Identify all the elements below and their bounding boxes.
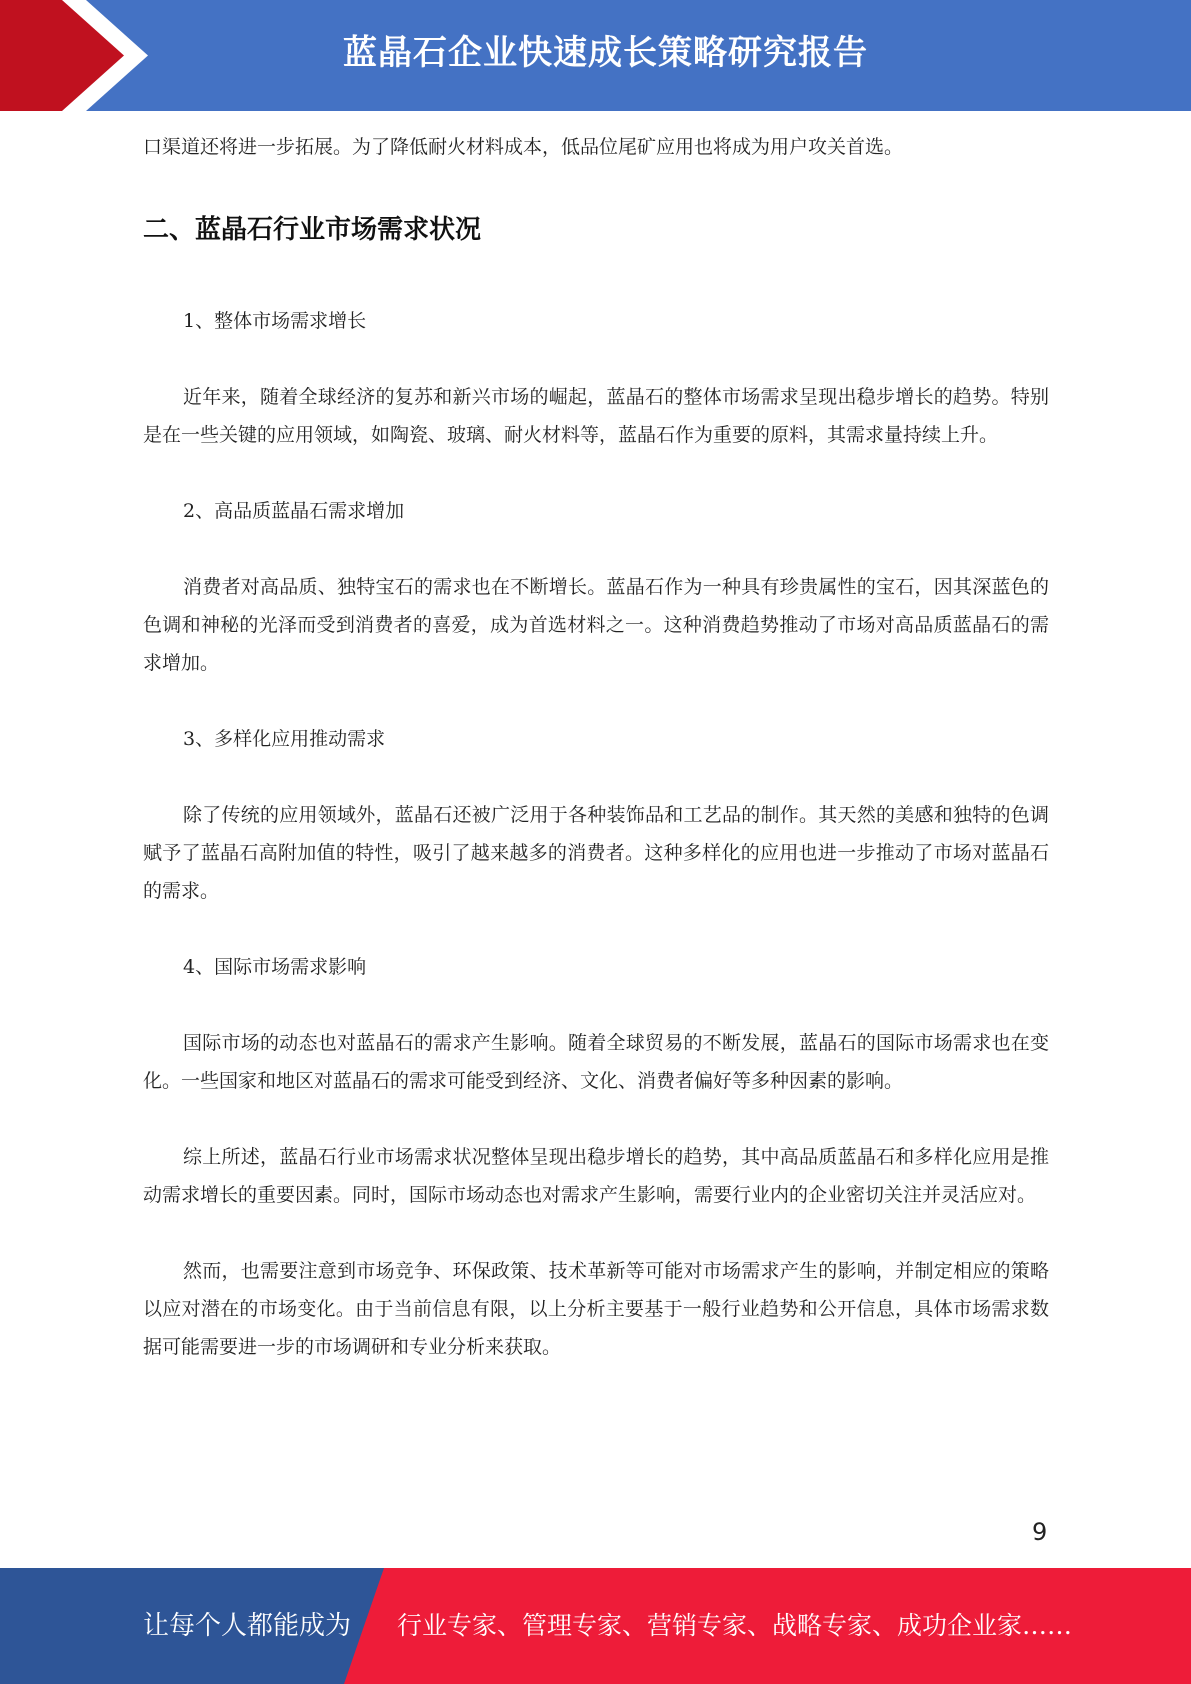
page-footer: [0, 1568, 1191, 1684]
footer-slogan-right: 行业专家、管理专家、营销专家、战略专家、成功企业家……: [397, 1611, 1073, 1640]
section-heading: 二、蓝晶石行业市场需求状况: [143, 215, 482, 245]
closing-paragraph: 然而，也需要注意到市场竞争、环保政策、技术革新等可能对市场需求产生的影响，并制定相应的策略以应对潜在的市场变化。由于当前信息有限，以上分析主要基于一般行业趋势和公开信息，具体市场需求数据可能需要进一步的市场调研和专业分析来获取。: [143, 1260, 1049, 1358]
footer-slogan-left: 让每个人都能成为: [143, 1611, 352, 1641]
subsection-title-2: 2、高品质蓝晶石需求增加: [183, 500, 405, 522]
intro-paragraph-fragment: 口渠道还将进一步拓展。为了降低耐火材料成本，低品位尾矿应用也将成为用户攻关首选。: [143, 136, 904, 158]
page-content: [143, 128, 1049, 1366]
subsection-title-3: 3、多样化应用推动需求: [183, 728, 386, 750]
subsection-body-3: 除了传统的应用领域外，蓝晶石还被广泛用于各种装饰品和工艺品的制作。其天然的美感和独特的色调赋予了蓝晶石高附加值的特性，吸引了越来越多的消费者。这种多样化的应用也进一步推动了市场对蓝晶石的需求。: [143, 804, 1049, 902]
subsection-body-4: 国际市场的动态也对蓝晶石的需求产生影响。随着全球贸易的不断发展，蓝晶石的国际市场需求也在变化。一些国家和地区对蓝晶石的需求可能受到经济、文化、消费者偏好等多种因素的影响。: [143, 1032, 1049, 1092]
subsection-title-1: 1、整体市场需求增长: [183, 310, 367, 332]
summary-paragraph: 综上所述，蓝晶石行业市场需求状况整体呈现出稳步增长的趋势，其中高品质蓝晶石和多样化应用是推动需求增长的重要因素。同时，国际市场动态也对需求产生影响，需要行业内的企业密切关注并灵活应对。: [143, 1146, 1049, 1206]
report-title: 蓝晶石企业快速成长策略研究报告: [343, 33, 868, 73]
subsection-body-1: 近年来，随着全球经济的复苏和新兴市场的崛起，蓝晶石的整体市场需求呈现出稳步增长的趋势。特别是在一些关键的应用领域，如陶瓷、玻璃、耐火材料等，蓝晶石作为重要的原料，其需求量持续上升。: [143, 386, 1049, 446]
subsection-title-4: 4、国际市场需求影响: [183, 956, 367, 978]
subsection-body-2: 消费者对高品质、独特宝石的需求也在不断增长。蓝晶石作为一种具有珍贵属性的宝石，因其深蓝色的色调和神秘的光泽而受到消费者的喜爱，成为首选材料之一。这种消费趋势推动了市场对高品质蓝晶石的需求增加。: [143, 576, 1049, 674]
page-header: [0, 0, 1191, 111]
page-number: 9: [1032, 1518, 1048, 1546]
